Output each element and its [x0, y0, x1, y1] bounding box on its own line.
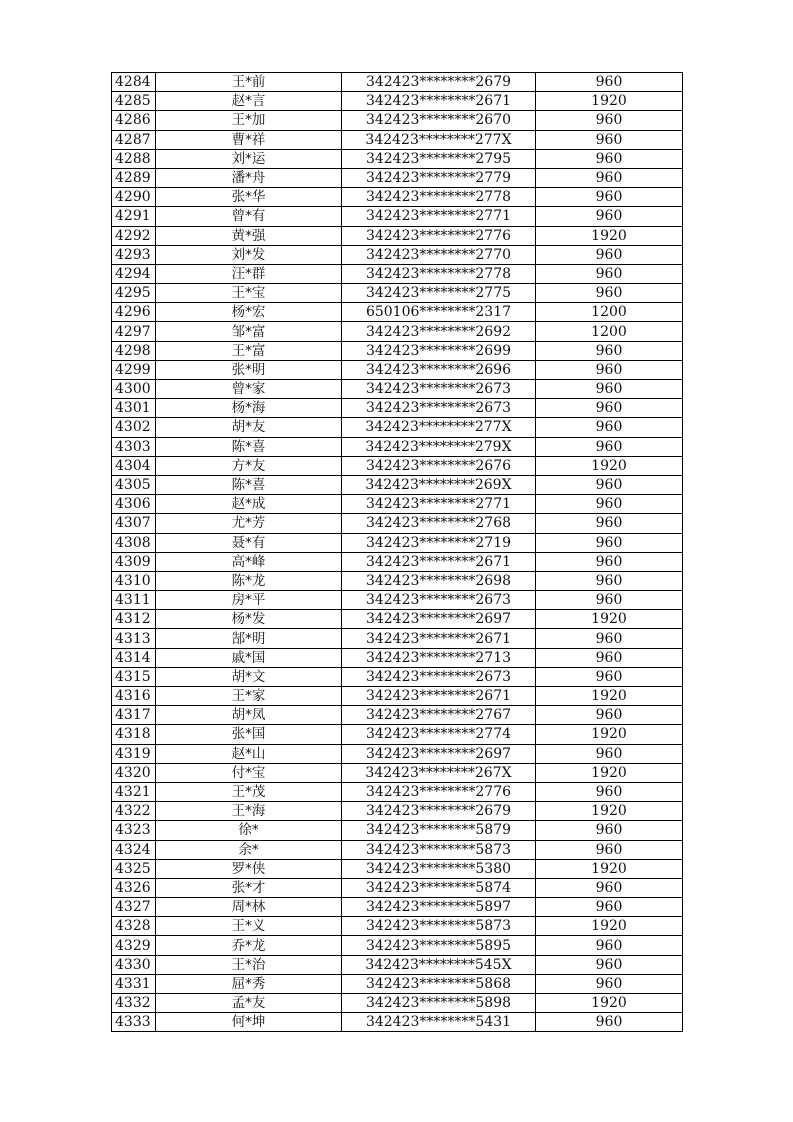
row-number-cell: 4320	[112, 763, 156, 782]
name-cell: 汪*群	[156, 264, 342, 283]
row-number-cell: 4299	[112, 360, 156, 379]
table-row	[112, 264, 683, 283]
name-cell: 王*家	[156, 687, 342, 706]
row-number-cell: 4297	[112, 322, 156, 341]
row-number-cell: 4313	[112, 629, 156, 648]
table-row	[112, 130, 683, 149]
table-row	[112, 533, 683, 552]
row-number-cell: 4292	[112, 226, 156, 245]
name-cell: 刘*发	[156, 245, 342, 264]
amount-cell: 960	[536, 955, 683, 974]
row-number-cell: 4331	[112, 974, 156, 993]
table-row	[112, 322, 683, 341]
amount-cell: 960	[536, 168, 683, 187]
table-row	[112, 92, 683, 111]
row-number-cell: 4317	[112, 706, 156, 725]
id-number-cell: 342423********5873	[342, 917, 536, 936]
amount-cell: 960	[536, 514, 683, 533]
table-row	[112, 245, 683, 264]
amount-cell: 960	[536, 341, 683, 360]
table-row	[112, 725, 683, 744]
amount-cell: 1920	[536, 456, 683, 475]
table-row	[112, 917, 683, 936]
id-number-cell: 342423********2679	[342, 73, 536, 92]
id-number-cell: 342423********5380	[342, 859, 536, 878]
row-number-cell: 4314	[112, 648, 156, 667]
amount-cell: 960	[536, 840, 683, 859]
name-cell: 陈*喜	[156, 437, 342, 456]
row-number-cell: 4288	[112, 149, 156, 168]
table-row	[112, 782, 683, 801]
table-row	[112, 591, 683, 610]
table-row	[112, 763, 683, 782]
id-number-cell: 342423********5874	[342, 878, 536, 897]
amount-cell: 960	[536, 360, 683, 379]
payment-table	[111, 72, 683, 1032]
name-cell: 王*海	[156, 802, 342, 821]
row-number-cell: 4309	[112, 552, 156, 571]
row-number-cell: 4305	[112, 475, 156, 494]
payment-list-sheet	[111, 72, 682, 1032]
row-number-cell: 4301	[112, 399, 156, 418]
amount-cell: 960	[536, 149, 683, 168]
row-number-cell: 4294	[112, 264, 156, 283]
table-row	[112, 610, 683, 629]
table-row	[112, 73, 683, 92]
row-number-cell: 4286	[112, 111, 156, 130]
id-number-cell: 342423********2692	[342, 322, 536, 341]
id-number-cell: 342423********5897	[342, 898, 536, 917]
table-row	[112, 955, 683, 974]
amount-cell: 960	[536, 974, 683, 993]
name-cell: 赵*山	[156, 744, 342, 763]
name-cell: 高*峰	[156, 552, 342, 571]
id-number-cell: 342423********2767	[342, 706, 536, 725]
row-number-cell: 4315	[112, 667, 156, 686]
name-cell: 胡*凤	[156, 706, 342, 725]
name-cell: 戚*国	[156, 648, 342, 667]
table-row	[112, 399, 683, 418]
id-number-cell: 342423********2795	[342, 149, 536, 168]
id-number-cell: 342423********5879	[342, 821, 536, 840]
row-number-cell: 4284	[112, 73, 156, 92]
row-number-cell: 4327	[112, 898, 156, 917]
id-number-cell: 342423********2778	[342, 264, 536, 283]
row-number-cell: 4312	[112, 610, 156, 629]
table-row	[112, 226, 683, 245]
amount-cell: 960	[536, 207, 683, 226]
name-cell: 余*	[156, 840, 342, 859]
table-row	[112, 168, 683, 187]
name-cell: 屈*秀	[156, 974, 342, 993]
amount-cell: 960	[536, 591, 683, 610]
table-row	[112, 878, 683, 897]
id-number-cell: 342423********2771	[342, 207, 536, 226]
id-number-cell: 342423********2713	[342, 648, 536, 667]
name-cell: 王*义	[156, 917, 342, 936]
amount-cell: 1920	[536, 226, 683, 245]
name-cell: 聂*有	[156, 533, 342, 552]
amount-cell: 960	[536, 188, 683, 207]
table-row	[112, 380, 683, 399]
name-cell: 陈*喜	[156, 475, 342, 494]
amount-cell: 960	[536, 245, 683, 264]
id-number-cell: 342423********277X	[342, 418, 536, 437]
amount-cell: 960	[536, 898, 683, 917]
row-number-cell: 4316	[112, 687, 156, 706]
table-row	[112, 303, 683, 322]
name-cell: 曾*家	[156, 380, 342, 399]
id-number-cell: 342423********545X	[342, 955, 536, 974]
name-cell: 房*平	[156, 591, 342, 610]
amount-cell: 1200	[536, 303, 683, 322]
amount-cell: 960	[536, 437, 683, 456]
id-number-cell: 342423********2673	[342, 667, 536, 686]
name-cell: 王*宝	[156, 284, 342, 303]
row-number-cell: 4333	[112, 1013, 156, 1032]
id-number-cell: 342423********2779	[342, 168, 536, 187]
table-row	[112, 648, 683, 667]
row-number-cell: 4289	[112, 168, 156, 187]
amount-cell: 960	[536, 782, 683, 801]
name-cell: 王*加	[156, 111, 342, 130]
table-row	[112, 552, 683, 571]
row-number-cell: 4332	[112, 994, 156, 1013]
row-number-cell: 4291	[112, 207, 156, 226]
name-cell: 刘*运	[156, 149, 342, 168]
id-number-cell: 342423********2671	[342, 687, 536, 706]
id-number-cell: 342423********2673	[342, 399, 536, 418]
name-cell: 徐*	[156, 821, 342, 840]
table-row	[112, 475, 683, 494]
row-number-cell: 4295	[112, 284, 156, 303]
table-row	[112, 706, 683, 725]
table-row	[112, 495, 683, 514]
row-number-cell: 4323	[112, 821, 156, 840]
table-row	[112, 418, 683, 437]
id-number-cell: 342423********2698	[342, 571, 536, 590]
row-number-cell: 4310	[112, 571, 156, 590]
id-number-cell: 342423********2696	[342, 360, 536, 379]
name-cell: 孟*友	[156, 994, 342, 1013]
id-number-cell: 650106********2317	[342, 303, 536, 322]
amount-cell: 960	[536, 284, 683, 303]
amount-cell: 960	[536, 821, 683, 840]
name-cell: 曾*有	[156, 207, 342, 226]
name-cell: 郜*明	[156, 629, 342, 648]
id-number-cell: 342423********2768	[342, 514, 536, 533]
table-row	[112, 149, 683, 168]
amount-cell: 960	[536, 475, 683, 494]
id-number-cell: 342423********279X	[342, 437, 536, 456]
amount-cell: 960	[536, 744, 683, 763]
amount-cell: 1920	[536, 859, 683, 878]
id-number-cell: 342423********2671	[342, 552, 536, 571]
table-row	[112, 437, 683, 456]
table-row	[112, 284, 683, 303]
row-number-cell: 4311	[112, 591, 156, 610]
name-cell: 胡*文	[156, 667, 342, 686]
name-cell: 赵*言	[156, 92, 342, 111]
name-cell: 方*友	[156, 456, 342, 475]
table-row	[112, 687, 683, 706]
table-row	[112, 744, 683, 763]
row-number-cell: 4324	[112, 840, 156, 859]
name-cell: 付*宝	[156, 763, 342, 782]
name-cell: 尤*芳	[156, 514, 342, 533]
row-number-cell: 4304	[112, 456, 156, 475]
table-row	[112, 629, 683, 648]
row-number-cell: 4321	[112, 782, 156, 801]
name-cell: 王*富	[156, 341, 342, 360]
table-row	[112, 859, 683, 878]
row-number-cell: 4285	[112, 92, 156, 111]
amount-cell: 1920	[536, 917, 683, 936]
table-row	[112, 840, 683, 859]
table-row	[112, 188, 683, 207]
id-number-cell: 342423********269X	[342, 475, 536, 494]
row-number-cell: 4318	[112, 725, 156, 744]
name-cell: 黄*强	[156, 226, 342, 245]
row-number-cell: 4328	[112, 917, 156, 936]
table-row	[112, 456, 683, 475]
id-number-cell: 342423********2770	[342, 245, 536, 264]
name-cell: 张*明	[156, 360, 342, 379]
amount-cell: 960	[536, 667, 683, 686]
id-number-cell: 342423********267X	[342, 763, 536, 782]
table-row	[112, 802, 683, 821]
id-number-cell: 342423********2775	[342, 284, 536, 303]
id-number-cell: 342423********2778	[342, 188, 536, 207]
id-number-cell: 342423********2671	[342, 629, 536, 648]
id-number-cell: 342423********2671	[342, 92, 536, 111]
amount-cell: 960	[536, 571, 683, 590]
name-cell: 胡*友	[156, 418, 342, 437]
amount-cell: 1920	[536, 610, 683, 629]
id-number-cell: 342423********2679	[342, 802, 536, 821]
name-cell: 邹*富	[156, 322, 342, 341]
amount-cell: 960	[536, 111, 683, 130]
amount-cell: 960	[536, 706, 683, 725]
amount-cell: 1200	[536, 322, 683, 341]
row-number-cell: 4287	[112, 130, 156, 149]
amount-cell: 1920	[536, 763, 683, 782]
amount-cell: 960	[536, 495, 683, 514]
id-number-cell: 342423********5898	[342, 994, 536, 1013]
id-number-cell: 342423********2676	[342, 456, 536, 475]
id-number-cell: 342423********2719	[342, 533, 536, 552]
row-number-cell: 4325	[112, 859, 156, 878]
name-cell: 陈*龙	[156, 571, 342, 590]
name-cell: 何*坤	[156, 1013, 342, 1032]
amount-cell: 960	[536, 629, 683, 648]
amount-cell: 960	[536, 418, 683, 437]
amount-cell: 1920	[536, 994, 683, 1013]
table-row	[112, 821, 683, 840]
row-number-cell: 4329	[112, 936, 156, 955]
id-number-cell: 342423********2697	[342, 610, 536, 629]
row-number-cell: 4308	[112, 533, 156, 552]
id-number-cell: 342423********5895	[342, 936, 536, 955]
id-number-cell: 342423********2670	[342, 111, 536, 130]
amount-cell: 960	[536, 533, 683, 552]
amount-cell: 960	[536, 648, 683, 667]
table-row	[112, 1013, 683, 1032]
name-cell: 张*国	[156, 725, 342, 744]
row-number-cell: 4307	[112, 514, 156, 533]
row-number-cell: 4322	[112, 802, 156, 821]
row-number-cell: 4293	[112, 245, 156, 264]
table-row	[112, 936, 683, 955]
id-number-cell: 342423********2673	[342, 380, 536, 399]
amount-cell: 1920	[536, 92, 683, 111]
name-cell: 曹*祥	[156, 130, 342, 149]
amount-cell: 1920	[536, 802, 683, 821]
amount-cell: 960	[536, 130, 683, 149]
name-cell: 杨*宏	[156, 303, 342, 322]
table-row	[112, 898, 683, 917]
row-number-cell: 4319	[112, 744, 156, 763]
row-number-cell: 4326	[112, 878, 156, 897]
row-number-cell: 4303	[112, 437, 156, 456]
amount-cell: 960	[536, 399, 683, 418]
id-number-cell: 342423********2776	[342, 226, 536, 245]
row-number-cell: 4298	[112, 341, 156, 360]
name-cell: 王*茂	[156, 782, 342, 801]
name-cell: 杨*发	[156, 610, 342, 629]
amount-cell: 960	[536, 878, 683, 897]
table-row	[112, 994, 683, 1013]
id-number-cell: 342423********2771	[342, 495, 536, 514]
row-number-cell: 4302	[112, 418, 156, 437]
name-cell: 张*华	[156, 188, 342, 207]
table-row	[112, 111, 683, 130]
row-number-cell: 4300	[112, 380, 156, 399]
amount-cell: 960	[536, 552, 683, 571]
id-number-cell: 342423********5431	[342, 1013, 536, 1032]
table-row	[112, 571, 683, 590]
id-number-cell: 342423********277X	[342, 130, 536, 149]
id-number-cell: 342423********2776	[342, 782, 536, 801]
amount-cell: 1920	[536, 687, 683, 706]
amount-cell: 960	[536, 73, 683, 92]
id-number-cell: 342423********2697	[342, 744, 536, 763]
table-row	[112, 667, 683, 686]
row-number-cell: 4290	[112, 188, 156, 207]
amount-cell: 1920	[536, 725, 683, 744]
name-cell: 潘*舟	[156, 168, 342, 187]
amount-cell: 960	[536, 936, 683, 955]
row-number-cell: 4296	[112, 303, 156, 322]
id-number-cell: 342423********5868	[342, 974, 536, 993]
id-number-cell: 342423********2673	[342, 591, 536, 610]
id-number-cell: 342423********2774	[342, 725, 536, 744]
row-number-cell: 4330	[112, 955, 156, 974]
name-cell: 王*治	[156, 955, 342, 974]
table-row	[112, 207, 683, 226]
name-cell: 周*林	[156, 898, 342, 917]
table-row	[112, 360, 683, 379]
table-row	[112, 974, 683, 993]
amount-cell: 960	[536, 380, 683, 399]
row-number-cell: 4306	[112, 495, 156, 514]
payment-table-body	[112, 73, 683, 1032]
name-cell: 乔*龙	[156, 936, 342, 955]
table-row	[112, 514, 683, 533]
name-cell: 罗*侠	[156, 859, 342, 878]
name-cell: 张*才	[156, 878, 342, 897]
table-row	[112, 341, 683, 360]
name-cell: 王*前	[156, 73, 342, 92]
name-cell: 杨*海	[156, 399, 342, 418]
amount-cell: 960	[536, 1013, 683, 1032]
name-cell: 赵*成	[156, 495, 342, 514]
id-number-cell: 342423********5873	[342, 840, 536, 859]
amount-cell: 960	[536, 264, 683, 283]
id-number-cell: 342423********2699	[342, 341, 536, 360]
